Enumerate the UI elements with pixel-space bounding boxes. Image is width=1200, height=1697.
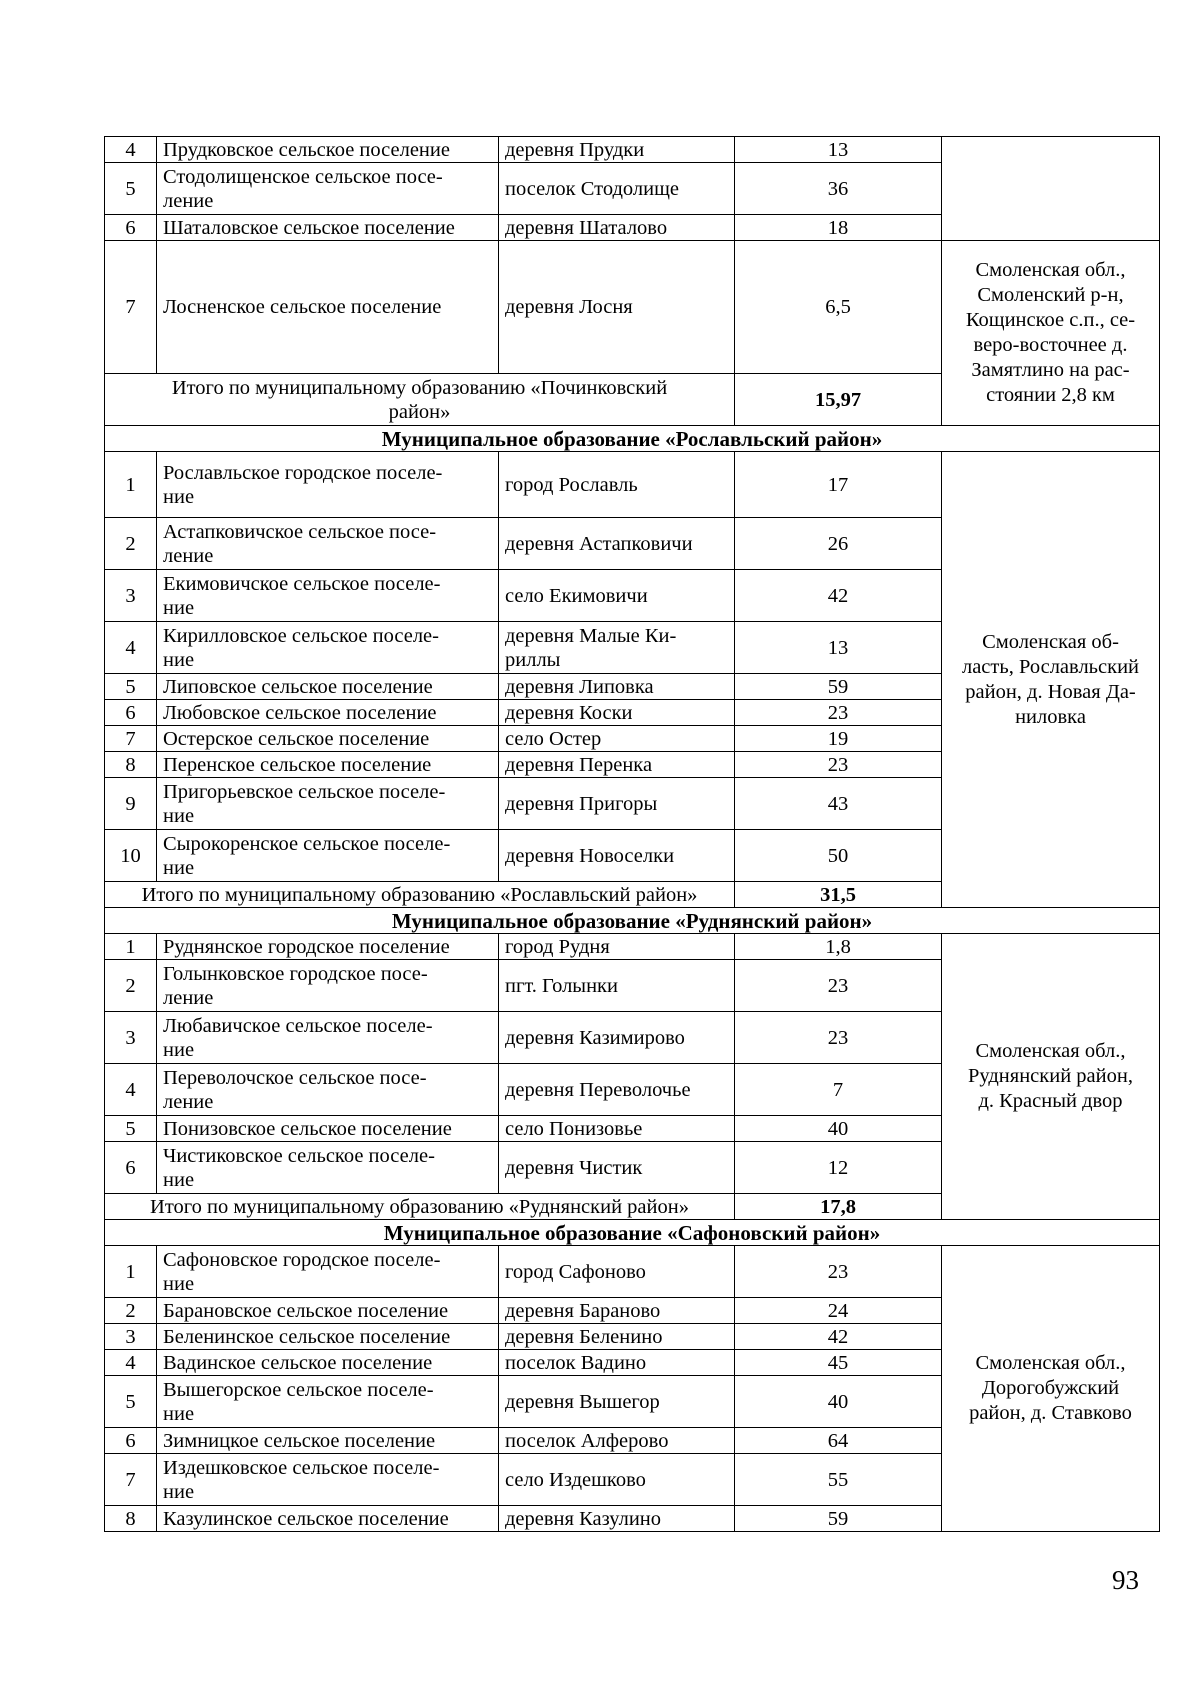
row-number: 6 [105, 215, 157, 241]
location-cell: Смоленская обл., Смоленский р-н, Кощинское с.п., се- веро-восточнее д. Замятлино на рас- стоянии 2,8 км [942, 241, 1160, 426]
distance-value: 59 [735, 674, 942, 700]
distance-value: 13 [735, 622, 942, 674]
settlement-name: Липовское сельское поселение [157, 674, 499, 700]
administrative-center: деревня Переволочье [499, 1064, 735, 1116]
row-number: 10 [105, 830, 157, 882]
settlement-name: Пригорьевское сельское поселе- ние [157, 778, 499, 830]
administrative-center: поселок Стодолище [499, 163, 735, 215]
location-cell: Смоленская обл., Дорогобужский район, д. Ставково [942, 1246, 1160, 1532]
administrative-center: деревня Новоселки [499, 830, 735, 882]
row-number: 1 [105, 934, 157, 960]
settlement-name: Остерское сельское поселение [157, 726, 499, 752]
settlement-name: Рославльское городское поселе- ние [157, 452, 499, 518]
row-number: 2 [105, 518, 157, 570]
row-number: 5 [105, 163, 157, 215]
row-number: 9 [105, 778, 157, 830]
administrative-center: деревня Шаталово [499, 215, 735, 241]
distance-value: 26 [735, 518, 942, 570]
total-label: Итого по муниципальному образованию «Рославльский район» [105, 882, 735, 908]
administrative-center: село Екимовичи [499, 570, 735, 622]
administrative-center: деревня Казулино [499, 1506, 735, 1532]
settlement-name: Астапковичское сельское посе- ление [157, 518, 499, 570]
administrative-center: деревня Бараново [499, 1298, 735, 1324]
administrative-center: город Рудня [499, 934, 735, 960]
distance-value: 59 [735, 1506, 942, 1532]
row-number: 3 [105, 1324, 157, 1350]
settlements-table [104, 136, 1160, 1532]
settlement-name: Вышегорское сельское поселе- ние [157, 1376, 499, 1428]
distance-value: 36 [735, 163, 942, 215]
table-row [105, 241, 1160, 374]
row-number: 8 [105, 1506, 157, 1532]
settlement-name: Издешковское сельское поселе- ние [157, 1454, 499, 1506]
administrative-center: деревня Прудки [499, 137, 735, 163]
administrative-center: поселок Вадино [499, 1350, 735, 1376]
settlement-name: Барановское сельское поселение [157, 1298, 499, 1324]
settlement-name: Переволочское сельское посе- ление [157, 1064, 499, 1116]
settlement-name: Сафоновское городское поселе- ние [157, 1246, 499, 1298]
settlement-name: Лосненское сельское поселение [157, 241, 499, 374]
row-number: 6 [105, 700, 157, 726]
settlement-name: Голынковское городское посе- ление [157, 960, 499, 1012]
row-number: 8 [105, 752, 157, 778]
settlement-name: Вадинское сельское поселение [157, 1350, 499, 1376]
settlement-name: Понизовское сельское поселение [157, 1116, 499, 1142]
administrative-center: деревня Липовка [499, 674, 735, 700]
section-header-row [105, 1220, 1160, 1246]
section-title: Муниципальное образование «Рославльский район» [105, 426, 1160, 452]
location-cell: Смоленская обл., Руднянский район, д. Красный двор [942, 934, 1160, 1220]
row-number: 6 [105, 1428, 157, 1454]
settlement-name: Стодолищенское сельское посе- ление [157, 163, 499, 215]
row-number: 7 [105, 1454, 157, 1506]
administrative-center: село Издешково [499, 1454, 735, 1506]
section-title: Муниципальное образование «Сафоновский район» [105, 1220, 1160, 1246]
administrative-center: деревня Беленино [499, 1324, 735, 1350]
administrative-center: деревня Коски [499, 700, 735, 726]
settlement-name: Любовское сельское поселение [157, 700, 499, 726]
administrative-center: город Сафоново [499, 1246, 735, 1298]
distance-value: 40 [735, 1376, 942, 1428]
row-number: 5 [105, 674, 157, 700]
settlement-name: Зимницкое сельское поселение [157, 1428, 499, 1454]
distance-value: 64 [735, 1428, 942, 1454]
distance-value: 7 [735, 1064, 942, 1116]
total-value: 17,8 [735, 1194, 942, 1220]
distance-value: 1,8 [735, 934, 942, 960]
total-label: Итого по муниципальному образованию «Починковский район» [105, 374, 735, 426]
administrative-center: деревня Чистик [499, 1142, 735, 1194]
row-number: 3 [105, 570, 157, 622]
distance-value: 50 [735, 830, 942, 882]
settlement-name: Руднянское городское поселение [157, 934, 499, 960]
administrative-center: деревня Лосня [499, 241, 735, 374]
table-row [105, 452, 1160, 518]
row-number: 6 [105, 1142, 157, 1194]
administrative-center: деревня Малые Ки- риллы [499, 622, 735, 674]
settlement-name: Казулинское сельское поселение [157, 1506, 499, 1532]
section-header-row [105, 908, 1160, 934]
row-number: 1 [105, 1246, 157, 1298]
distance-value: 40 [735, 1116, 942, 1142]
row-number: 4 [105, 137, 157, 163]
section-title: Муниципальное образование «Руднянский район» [105, 908, 1160, 934]
distance-value: 18 [735, 215, 942, 241]
settlement-name: Прудковское сельское поселение [157, 137, 499, 163]
distance-value: 23 [735, 700, 942, 726]
administrative-center: поселок Алферово [499, 1428, 735, 1454]
distance-value: 42 [735, 570, 942, 622]
settlement-name: Кирилловское сельское поселе- ние [157, 622, 499, 674]
distance-value: 23 [735, 960, 942, 1012]
administrative-center: деревня Астапковичи [499, 518, 735, 570]
distance-value: 55 [735, 1454, 942, 1506]
distance-value: 42 [735, 1324, 942, 1350]
settlement-name: Екимовичское сельское поселе- ние [157, 570, 499, 622]
administrative-center: деревня Вышегор [499, 1376, 735, 1428]
administrative-center: деревня Перенка [499, 752, 735, 778]
administrative-center: город Рославль [499, 452, 735, 518]
distance-value: 12 [735, 1142, 942, 1194]
total-value: 31,5 [735, 882, 942, 908]
distance-value: 6,5 [735, 241, 942, 374]
table-row [105, 934, 1160, 960]
distance-value: 23 [735, 752, 942, 778]
location-cell [942, 137, 1160, 241]
row-number: 2 [105, 1298, 157, 1324]
table-row [105, 137, 1160, 163]
row-number: 1 [105, 452, 157, 518]
distance-value: 24 [735, 1298, 942, 1324]
settlement-name: Чистиковское сельское поселе- ние [157, 1142, 499, 1194]
distance-value: 43 [735, 778, 942, 830]
settlement-name: Сырокоренское сельское поселе- ние [157, 830, 499, 882]
settlement-name: Перенское сельское поселение [157, 752, 499, 778]
distance-value: 23 [735, 1012, 942, 1064]
administrative-center: село Понизовье [499, 1116, 735, 1142]
section-header-row [105, 426, 1160, 452]
distance-value: 23 [735, 1246, 942, 1298]
distance-value: 45 [735, 1350, 942, 1376]
row-number: 4 [105, 1350, 157, 1376]
table-row [105, 1246, 1160, 1298]
location-cell: Смоленская об- ласть, Рославльский район, д. Новая Да- ниловка [942, 452, 1160, 908]
administrative-center: пгт. Голынки [499, 960, 735, 1012]
settlement-name: Шаталовское сельское поселение [157, 215, 499, 241]
settlement-name: Любавичское сельское поселе- ние [157, 1012, 499, 1064]
page-number: 93 [1112, 1565, 1139, 1595]
administrative-center: село Остер [499, 726, 735, 752]
row-number: 5 [105, 1116, 157, 1142]
row-number: 7 [105, 241, 157, 374]
distance-value: 17 [735, 452, 942, 518]
settlement-name: Беленинское сельское поселение [157, 1324, 499, 1350]
row-number: 5 [105, 1376, 157, 1428]
row-number: 7 [105, 726, 157, 752]
administrative-center: деревня Пригоры [499, 778, 735, 830]
total-value: 15,97 [735, 374, 942, 426]
row-number: 3 [105, 1012, 157, 1064]
row-number: 4 [105, 622, 157, 674]
distance-value: 19 [735, 726, 942, 752]
administrative-center: деревня Казимирово [499, 1012, 735, 1064]
row-number: 4 [105, 1064, 157, 1116]
total-label: Итого по муниципальному образованию «Руднянский район» [105, 1194, 735, 1220]
row-number: 2 [105, 960, 157, 1012]
distance-value: 13 [735, 137, 942, 163]
